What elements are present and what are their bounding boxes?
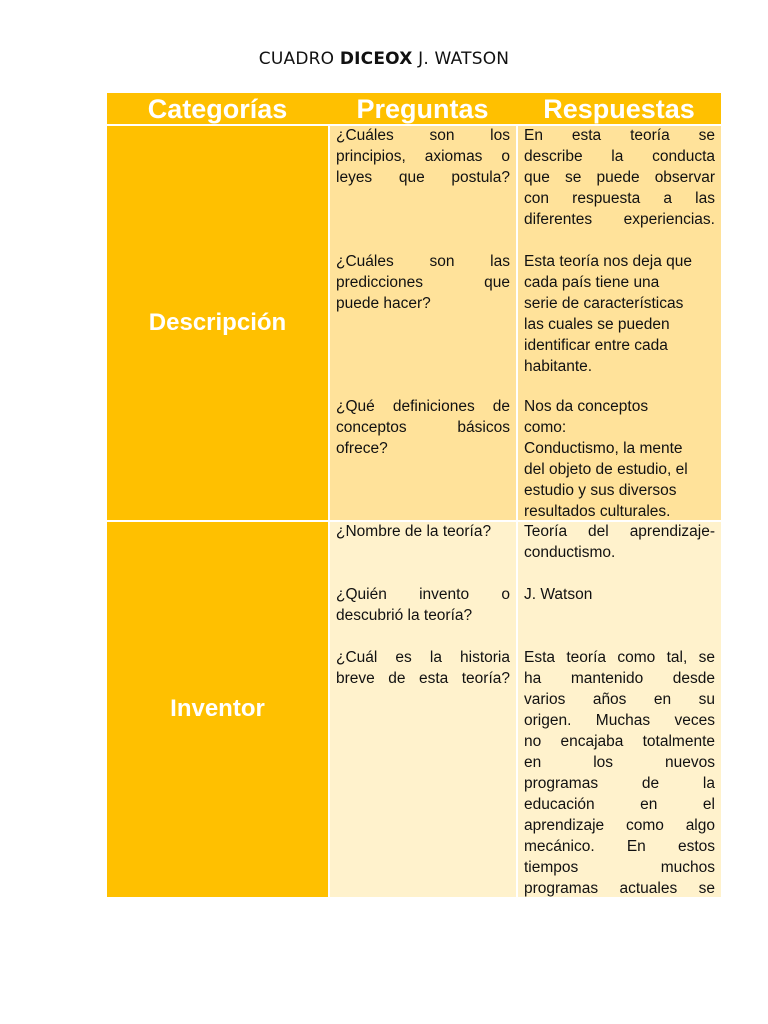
table-header bbox=[107, 93, 721, 125]
answer-line: habitante. bbox=[524, 358, 593, 375]
answer-line: que se puede observar bbox=[524, 169, 715, 186]
question-cell bbox=[330, 647, 516, 689]
answer-line: aprendizaje como algo bbox=[524, 817, 715, 834]
question-line: ¿Cuáles son los bbox=[336, 127, 510, 144]
answer-line: con respuesta a las bbox=[524, 190, 715, 207]
answer-line: programas de la bbox=[524, 775, 715, 792]
answer-line: educación en el bbox=[524, 796, 715, 813]
question-line: leyes que postula? bbox=[336, 169, 510, 186]
answer-line: identificar entre cada bbox=[524, 337, 668, 354]
question-line: breve de esta teoría? bbox=[336, 670, 510, 687]
question-cell bbox=[330, 396, 516, 459]
answer-cell bbox=[518, 396, 721, 522]
answer-line: las cuales se pueden bbox=[524, 316, 670, 333]
question-line: ¿Qué definiciones de bbox=[336, 398, 510, 415]
answer-line: en los nuevos bbox=[524, 754, 715, 771]
question-line: ¿Cuál es la historia bbox=[336, 649, 510, 666]
answer-line: describe la conducta bbox=[524, 148, 715, 165]
category-inventor: Inventor bbox=[107, 521, 328, 897]
category-descripcion: Descripción bbox=[107, 125, 328, 521]
answer-line: Nos da conceptos bbox=[524, 398, 649, 415]
answer-line: origen. Muchas veces bbox=[524, 712, 715, 729]
question-line: predicciones que bbox=[336, 274, 510, 291]
diceox-table bbox=[107, 93, 721, 897]
question-cell bbox=[330, 521, 516, 542]
answer-cell bbox=[518, 521, 721, 563]
title-suffix: J. WATSON bbox=[412, 49, 510, 69]
header-categorias: Categorías bbox=[147, 94, 288, 124]
answer-line: Esta teoría nos deja que bbox=[524, 253, 693, 270]
answer-line: tiempos muchos bbox=[524, 859, 715, 876]
answer-line: no encajaba totalmente bbox=[524, 733, 715, 750]
header-respuestas: Respuestas bbox=[543, 94, 695, 124]
answer-line: resultados culturales. bbox=[524, 503, 671, 520]
question-line: conceptos básicos bbox=[336, 419, 510, 436]
column-divider bbox=[328, 125, 330, 897]
answer-line: programas actuales se bbox=[524, 880, 715, 897]
question-line: principios, axiomas o bbox=[336, 148, 510, 165]
answer-line: Teoría del aprendizaje- bbox=[524, 523, 715, 540]
answer-line: varios años en su bbox=[524, 691, 715, 708]
answer-line: estudio y sus diversos bbox=[524, 482, 677, 499]
answer-line: serie de características bbox=[524, 295, 684, 312]
document-title bbox=[0, 49, 768, 69]
answer-line: como: bbox=[524, 419, 567, 436]
header-preguntas: Preguntas bbox=[356, 94, 489, 124]
title-bold: DICEOX bbox=[339, 49, 413, 69]
question-line: descubrió la teoría? bbox=[336, 607, 473, 624]
answer-line: conductismo. bbox=[524, 544, 616, 561]
question-cell bbox=[330, 251, 516, 314]
question-line: ¿Cuáles son las bbox=[336, 253, 510, 270]
answer-line: Esta teoría como tal, se bbox=[524, 649, 715, 666]
answer-cell bbox=[518, 251, 721, 377]
answer-cell bbox=[518, 647, 721, 899]
question-line: ¿Quién invento o bbox=[336, 586, 510, 603]
answer-line: En esta teoría se bbox=[524, 127, 715, 144]
answer-line: diferentes experiencias. bbox=[524, 211, 715, 228]
question-cell bbox=[330, 584, 516, 626]
answer-cell bbox=[518, 125, 721, 230]
title-prefix: CUADRO bbox=[258, 49, 340, 69]
answer-line: ha mantenido desde bbox=[524, 670, 715, 687]
question-line: ofrece? bbox=[336, 440, 388, 457]
answer-line: Conductismo, la mente bbox=[524, 440, 683, 457]
answer-line: cada país tiene una bbox=[524, 274, 660, 291]
question-cell bbox=[330, 125, 516, 188]
question-line: puede hacer? bbox=[336, 295, 431, 312]
answer-line: J. Watson bbox=[524, 586, 593, 603]
answer-line: del objeto de estudio, el bbox=[524, 461, 688, 478]
answer-cell bbox=[518, 584, 721, 605]
question-line: ¿Nombre de la teoría? bbox=[336, 523, 492, 540]
answer-line: mecánico. En estos bbox=[524, 838, 715, 855]
